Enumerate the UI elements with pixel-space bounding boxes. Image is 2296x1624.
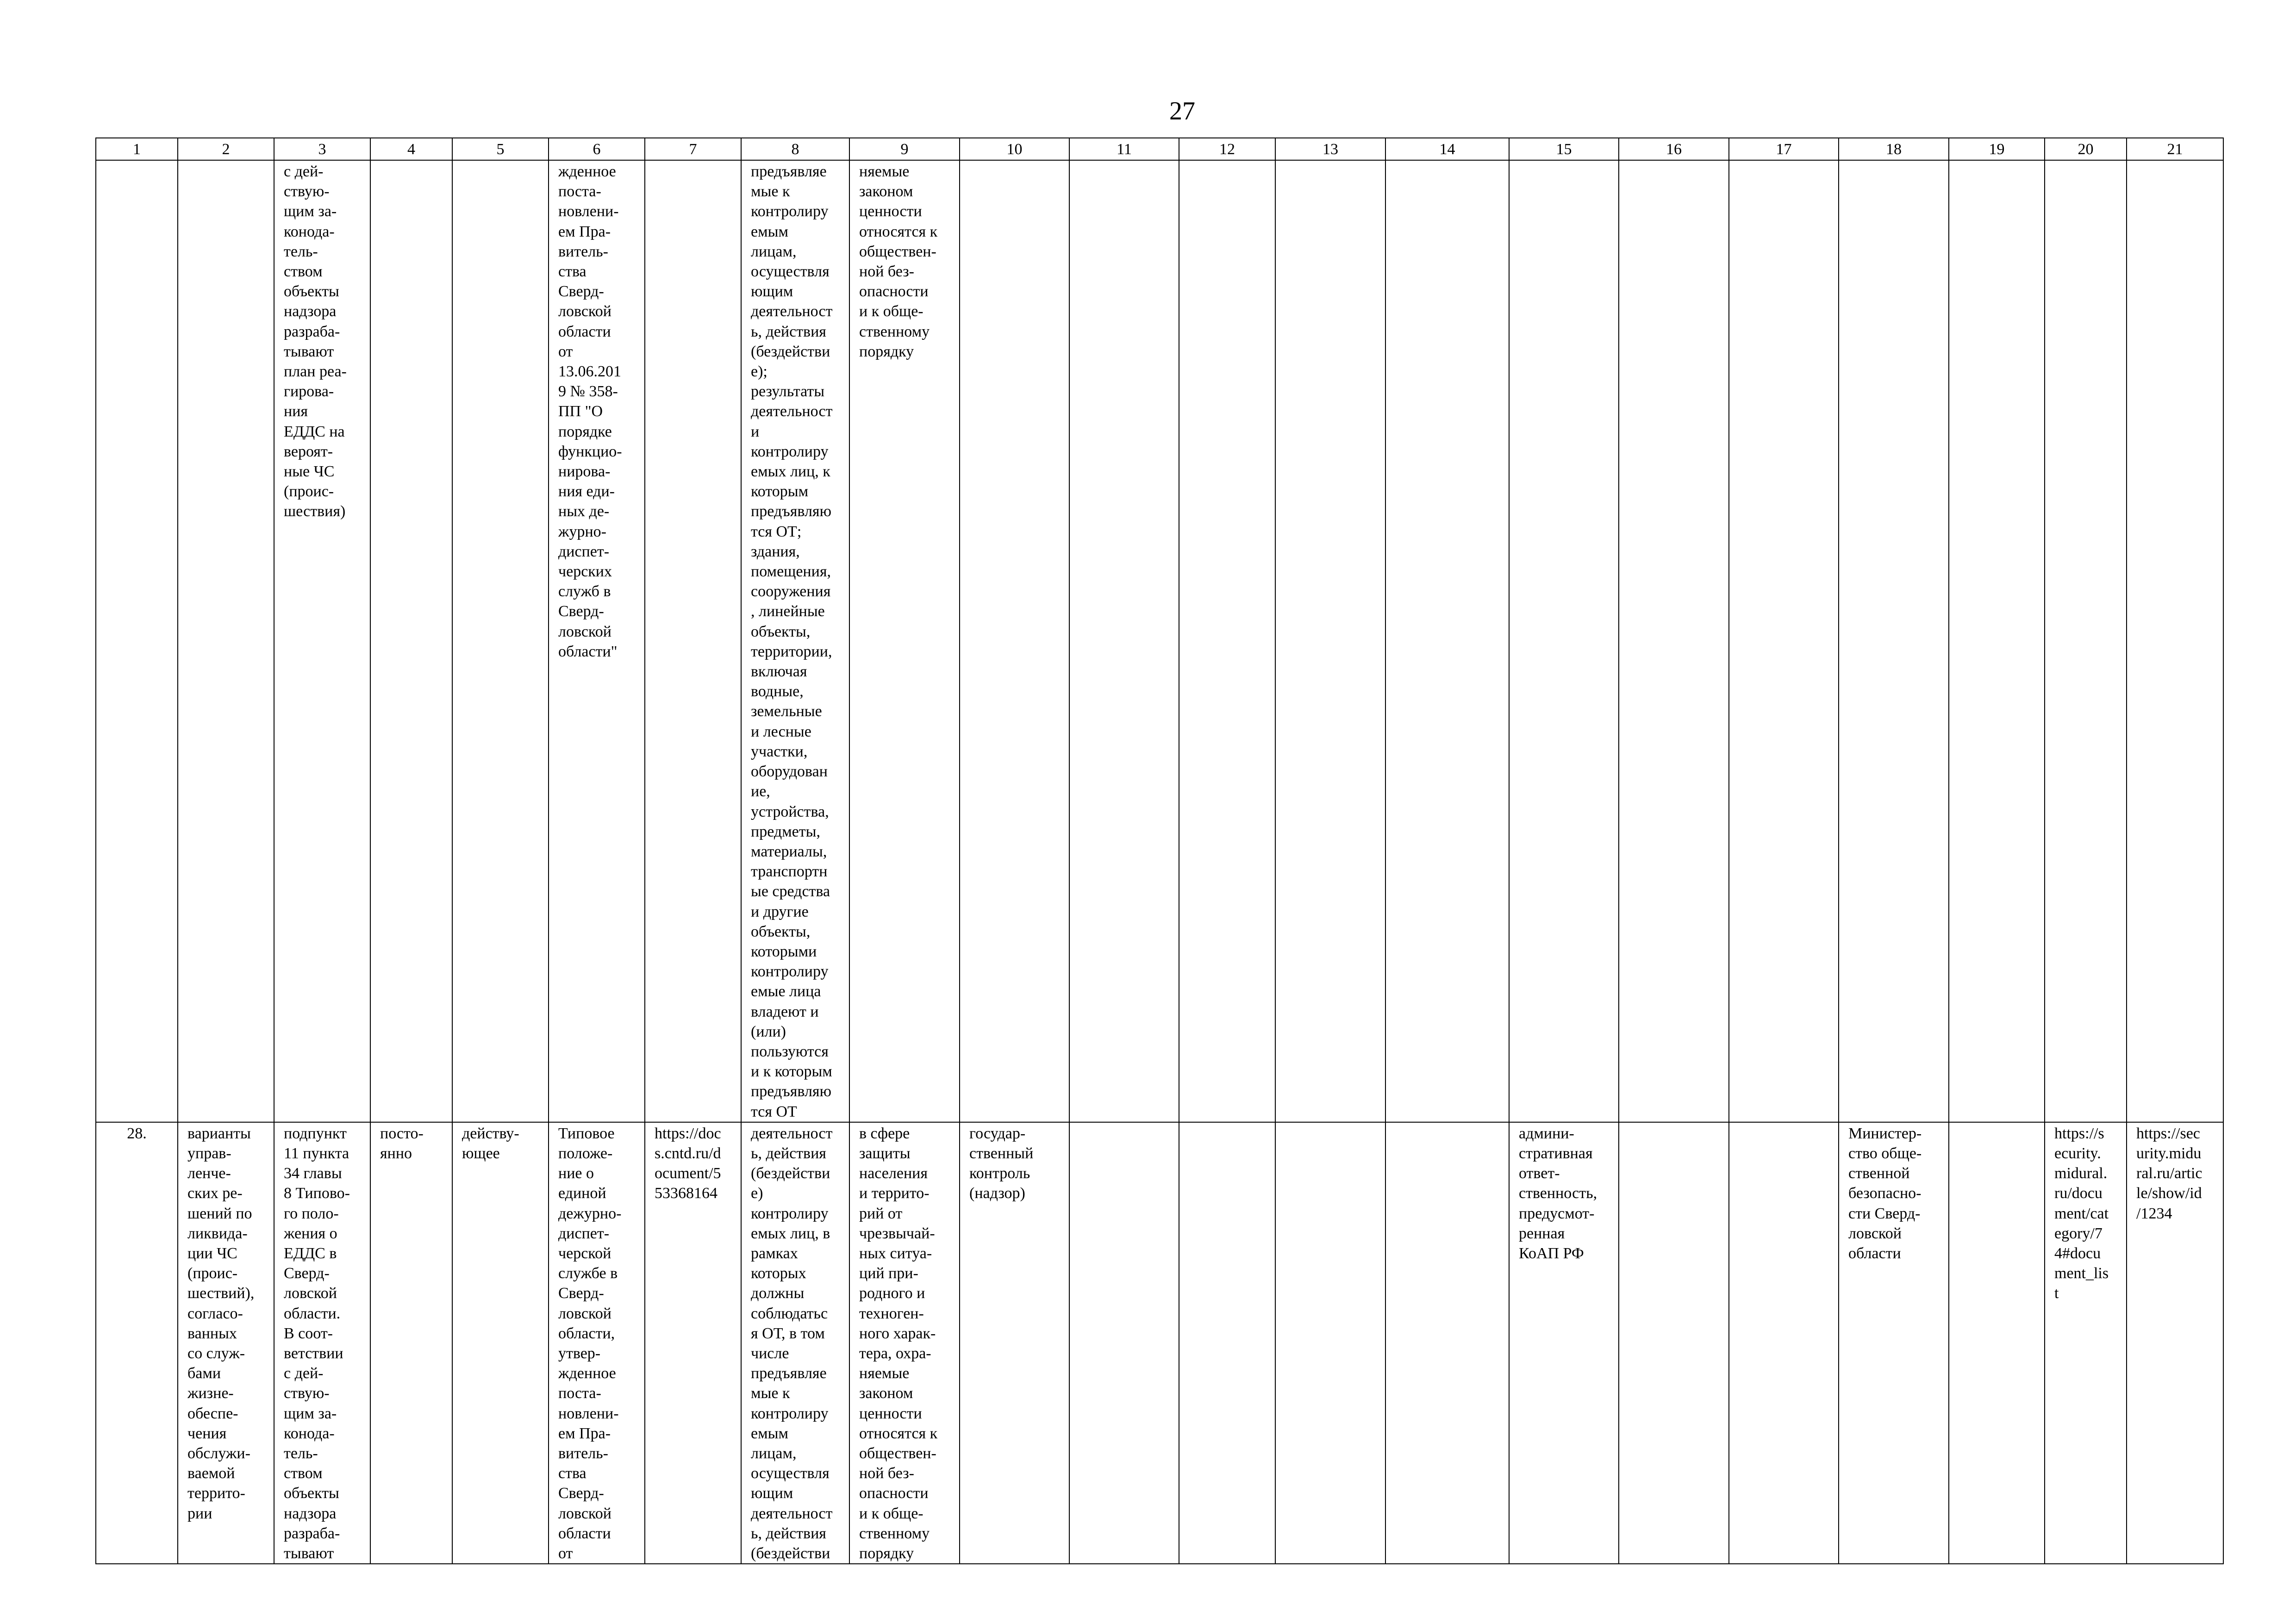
table-cell	[2127, 160, 2223, 1122]
table-cell	[2045, 1122, 2127, 1564]
table-cell	[370, 1122, 452, 1564]
table-cell	[370, 160, 452, 1122]
column-header: 15	[1509, 138, 1619, 160]
url-text: https://s ecurity. midural. ru/docu ment/cat egory/7 4#docu ment_lis t	[2054, 1124, 2109, 1302]
cell-text: в сфере защиты населения и террито- рий от чрезвычай- ных ситуа- ций при- родного и техноген- ного харак- тера, охра- няемые законом ценности относятся к обществен- ной без- опасности и к обще- ственному порядку	[859, 1124, 938, 1562]
column-header: 8	[741, 138, 849, 160]
data-table	[95, 137, 2224, 1564]
column-header: 18	[1839, 138, 1949, 160]
column-header: 11	[1069, 138, 1179, 160]
url-text: https://sec urity.midu ral.ru/artic le/show/id /1234	[2136, 1124, 2202, 1222]
url-text: https://doc s.cntd.ru/d ocument/5 53368164	[655, 1124, 721, 1202]
cell-text: няемые законом ценности относятся к обществен- ной без- опасности и к обще- ственному порядку	[859, 163, 938, 360]
page-number: 27	[1169, 97, 1195, 125]
column-header: 21	[2127, 138, 2223, 160]
column-header: 5	[452, 138, 549, 160]
table-row	[96, 1122, 2223, 1564]
table-cell	[96, 160, 178, 1122]
row-number: 28.	[127, 1124, 147, 1142]
column-header: 6	[549, 138, 645, 160]
cell-text: государ- ственный контроль (надзор)	[969, 1124, 1034, 1202]
header-row	[96, 138, 2223, 160]
table-cell	[549, 1122, 645, 1564]
table-cell	[1619, 160, 1729, 1122]
column-header: 14	[1385, 138, 1509, 160]
cell-text: варианты управ- ленче- ских ре- шений по ликвида- ции ЧС (проис- шествий), согласо- ванных со служ- бами жизне- обеспе- чения обслужи- ваемой террито- рии	[187, 1124, 255, 1522]
table-cell	[741, 1122, 849, 1564]
table-cell	[1275, 1122, 1385, 1564]
column-header: 7	[645, 138, 741, 160]
cell-text: с дей- ствую- щим за- конода- тель- ством объекты надзора разраба- тывают план реа- гирова- ния ЕДДС на вероят- ные ЧС (проис- шествия)	[284, 163, 347, 520]
column-header: 2	[178, 138, 274, 160]
table-cell	[274, 1122, 370, 1564]
table-cell	[1619, 1122, 1729, 1564]
column-header: 1	[96, 138, 178, 160]
column-header: 9	[849, 138, 960, 160]
column-header: 17	[1729, 138, 1839, 160]
table-row	[96, 160, 2223, 1122]
column-header: 19	[1949, 138, 2045, 160]
table-cell	[96, 1122, 178, 1564]
column-header: 3	[274, 138, 370, 160]
cell-text: Министер- ство обще- ственной безопасно- сти Сверд- ловской области	[1848, 1124, 1922, 1262]
table-cell	[645, 160, 741, 1122]
table-cell	[849, 1122, 960, 1564]
cell-text: админи- стративная ответ- ственность, предусмот- ренная КоАП РФ	[1519, 1124, 1597, 1262]
cell-text: жденное поста- новлени- ем Пра- витель- ства Сверд- ловской области от 13.06.201 9 № 358- ПП "О порядке функцио- нирова- ния еди- ных де- журно- диспет- черских служб в Сверд- ловской области"	[558, 163, 622, 660]
column-header: 16	[1619, 138, 1729, 160]
table-cell	[1275, 160, 1385, 1122]
column-header: 20	[2045, 138, 2127, 160]
cell-text: посто- янно	[380, 1124, 424, 1162]
table-cell	[178, 1122, 274, 1564]
table-cell	[1729, 1122, 1839, 1564]
cell-text: предъявляе мые к контролиру емым лицам, осуществля ющим деятельност ь, действия (бездействи е); результаты деятельност и контролиру емых лиц, к которым предъявляю тся ОТ; здания, помещения, сооружения , линейные объекты, территории, включая водные, земельные и лесные участки, оборудован ие, устройства, предметы, материалы, транспортн ые средства и другие объекты, которыми контролиру емые лица владеют и (или) пользуются и к которым предъявляю тся ОТ	[751, 163, 833, 1120]
table-cell	[1069, 160, 1179, 1122]
table-cell	[2045, 160, 2127, 1122]
table-cell	[849, 160, 960, 1122]
table-cell	[960, 160, 1069, 1122]
table-cell	[452, 160, 549, 1122]
table-cell	[1839, 1122, 1949, 1564]
column-header: 13	[1275, 138, 1385, 160]
table-cell	[1069, 1122, 1179, 1564]
table-cell	[960, 1122, 1069, 1564]
cell-text: деятельност ь, действия (бездействи е) контролиру емых лиц, в рамках которых должны соблюдатьс я ОТ, в том числе предъявляе мые к контролиру емым лицам, осуществля ющим деятельност ь, действия (бездействи	[751, 1124, 833, 1562]
column-header: 10	[960, 138, 1069, 160]
table-cell	[1839, 160, 1949, 1122]
table-cell	[1385, 1122, 1509, 1564]
table-cell	[1385, 160, 1509, 1122]
table-cell	[1509, 160, 1619, 1122]
table-cell	[274, 160, 370, 1122]
table-cell	[452, 1122, 549, 1564]
cell-text: подпункт 11 пункта 34 главы 8 Типово- го поло- жения о ЕДДС в Сверд- ловской области. В соот- ветствии с дей- ствую- щим за- конода- тель- ством объекты надзора разраба- тывают	[284, 1124, 350, 1562]
table-cell	[741, 160, 849, 1122]
table-cell	[549, 160, 645, 1122]
table-cell	[1949, 1122, 2045, 1564]
cell-text: действу- ющее	[462, 1124, 519, 1162]
table-cell	[2127, 1122, 2223, 1564]
column-header: 4	[370, 138, 452, 160]
column-header: 12	[1179, 138, 1275, 160]
table-cell	[645, 1122, 741, 1564]
table-cell	[1729, 160, 1839, 1122]
table-cell	[178, 160, 274, 1122]
table-cell	[1509, 1122, 1619, 1564]
table-cell	[1179, 160, 1275, 1122]
table-cell	[1179, 1122, 1275, 1564]
cell-text: Типовое положе- ние о единой дежурно- диспет- черской службе в Сверд- ловской области, утвер- жденное поста- новлени- ем Пра- витель- ства Сверд- ловской области от	[558, 1124, 622, 1562]
table-cell	[1949, 160, 2045, 1122]
